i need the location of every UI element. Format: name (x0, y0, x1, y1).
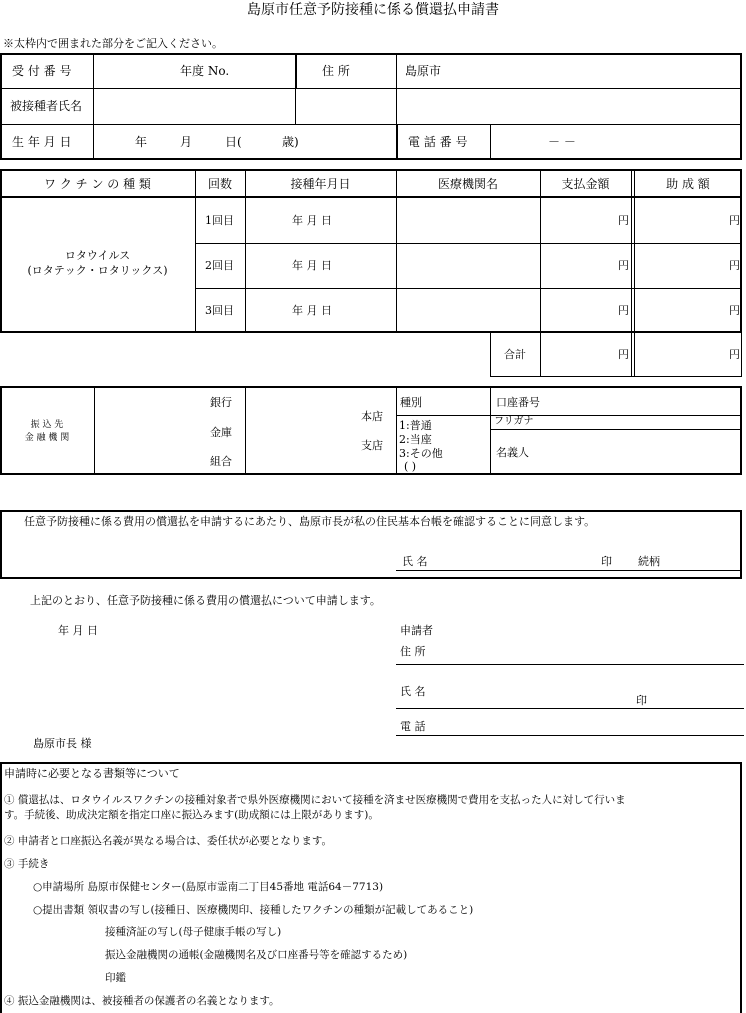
notes-heading: 申請時に必要となる書類等について (4, 767, 180, 780)
total-paid[interactable]: 円 (618, 348, 629, 361)
clinic-field[interactable] (398, 199, 538, 241)
col-date: 接種年月日 (290, 177, 351, 191)
consent-seal: 印 (601, 555, 612, 568)
mayor-addressee: 島原市長 様 (33, 737, 92, 750)
bank-type-shinkin[interactable]: 金庫 (210, 426, 232, 439)
subsidy-field[interactable]: 円 (729, 304, 740, 317)
branch-sub[interactable]: 支店 (361, 439, 383, 452)
notes-doc2: 接種済証の写し(母子健康手帳の写し) (105, 926, 282, 938)
applicant-label: 申請者 (400, 624, 433, 637)
address-field[interactable]: 島原市 (405, 64, 442, 78)
paid-field[interactable]: 円 (618, 304, 629, 317)
notes-doc4: 印鑑 (105, 972, 126, 984)
consent-name-line[interactable] (396, 570, 742, 571)
patient-name-label: 被接種者氏名 (10, 99, 83, 113)
bank-type-union[interactable]: 組合 (210, 455, 232, 468)
phone-label: 電 話 番 号 (408, 135, 468, 149)
applicant-name-label: 氏 名 (400, 685, 426, 698)
clinic-field[interactable] (398, 290, 538, 331)
notes-item4: ④ 振込金融機関は、被接種者の保護者の名義となります。 (4, 995, 280, 1007)
bank-label-line2: 金 融 機 関 (24, 433, 70, 443)
consent-name-label: 氏 名 (402, 555, 428, 568)
dose-date[interactable]: 年 月 日 (292, 304, 332, 317)
account-number-label: 口座番号 (496, 396, 540, 409)
bank-label-line1: 振 込 先 (30, 420, 64, 430)
dose-date[interactable]: 年 月 日 (292, 214, 332, 227)
dose-count: 1回目 (205, 214, 234, 227)
dose-count: 2回目 (205, 259, 234, 272)
account-kind-label: 種別 (400, 396, 422, 409)
dose-count: 3回目 (205, 304, 234, 317)
notes-item3: ③ 手続き (4, 858, 50, 870)
notes-item1-line1: ① 償還払は、ロタウイルスワクチンの接種対象者で県外医療機関において接種を済ませ医療機関で費用を支払った人に対して行いま (4, 794, 626, 806)
col-vaccine-type: ワ ク チ ン の 種 類 (44, 177, 151, 191)
total-subsidy[interactable]: 円 (729, 348, 740, 361)
notes-item2: ② 申請者と口座振込名義が異なる場合は、委任状が必要となります。 (4, 835, 332, 847)
dose-date[interactable]: 年 月 日 (292, 259, 332, 272)
applicant-phone-label: 電 話 (400, 720, 426, 733)
col-clinic: 医療機関名 (437, 177, 498, 191)
account-holder-label: 名義人 (496, 446, 529, 459)
kind-option-other[interactable]: 3:その他 (399, 447, 443, 460)
notes-item1-line2: す。手続後、助成決定額を指定口座に振込みます(助成額には上限があります)。 (4, 809, 379, 821)
reception-number-label: 受 付 番 号 (12, 64, 72, 78)
application-date[interactable]: 年 月 日 (58, 624, 98, 637)
applicant-address-label: 住 所 (400, 645, 426, 658)
birth-age[interactable]: 歳) (282, 135, 299, 149)
instruction-note: ※太枠内で囲まれた部分をご記入ください。 (3, 37, 223, 50)
paid-field[interactable]: 円 (618, 259, 629, 272)
furigana-label: フリガナ (494, 416, 534, 427)
applicant-seal: 印 (636, 694, 647, 707)
birthdate-label: 生 年 月 日 (12, 135, 72, 149)
patient-name-field[interactable] (95, 90, 294, 123)
total-label: 合計 (504, 348, 526, 361)
applicant-phone-line[interactable] (396, 735, 744, 736)
col-paid: 支払金額 (561, 177, 610, 191)
notes-doc3: 振込金融機関の通帳(金融機関名及び口座番号等を確認するため) (105, 949, 408, 961)
year-number-field[interactable]: 年度 No. (180, 64, 230, 78)
bank-type-bank[interactable]: 銀行 (210, 396, 232, 409)
paid-field[interactable]: 円 (618, 214, 629, 227)
subsidy-field[interactable]: 円 (729, 214, 740, 227)
clinic-field[interactable] (398, 245, 538, 287)
applicant-name-line[interactable] (396, 708, 744, 709)
notes-place: ○申請場所 島原市保健センター(島原市霊南二丁目45番地 電話64－7713) (33, 881, 384, 893)
branch-main[interactable]: 本店 (361, 410, 383, 423)
col-subsidy: 助 成 額 (666, 177, 710, 191)
birth-month[interactable]: 月 (180, 135, 193, 149)
consent-relation[interactable]: 続柄 (638, 555, 660, 568)
applicant-address-line[interactable] (396, 664, 744, 665)
address-label: 住 所 (322, 64, 350, 78)
birth-year[interactable]: 年 (135, 135, 148, 149)
consent-text: 任意予防接種に係る費用の償還払を申請するにあたり、島原市長が私の住民基本台帳を確認することに同意します。 (24, 515, 596, 528)
kind-option-current[interactable]: 2:当座 (399, 433, 432, 446)
birth-day[interactable]: 日( (225, 135, 242, 149)
notes-docs-label: ○提出書類 領収書の写し(接種日、医療機関印、接種したワクチンの種類が記載してあること) (33, 904, 474, 916)
vaccine-name: ロタウイルス (64, 249, 131, 262)
kind-option-other-paren[interactable]: ( ) (404, 460, 417, 473)
page-title: 島原市任意予防接種に係る償還払申請書 (247, 2, 499, 18)
subsidy-field[interactable]: 円 (729, 259, 740, 272)
col-count: 回数 (207, 177, 232, 191)
kind-option-ordinary[interactable]: 1:普通 (399, 419, 432, 432)
application-statement: 上記のとおり、任意予防接種に係る費用の償還払について申請します。 (30, 594, 381, 607)
phone-field[interactable]: － － (548, 135, 576, 149)
vaccine-name-sub: (ロタテック・ロタリックス) (27, 264, 168, 277)
